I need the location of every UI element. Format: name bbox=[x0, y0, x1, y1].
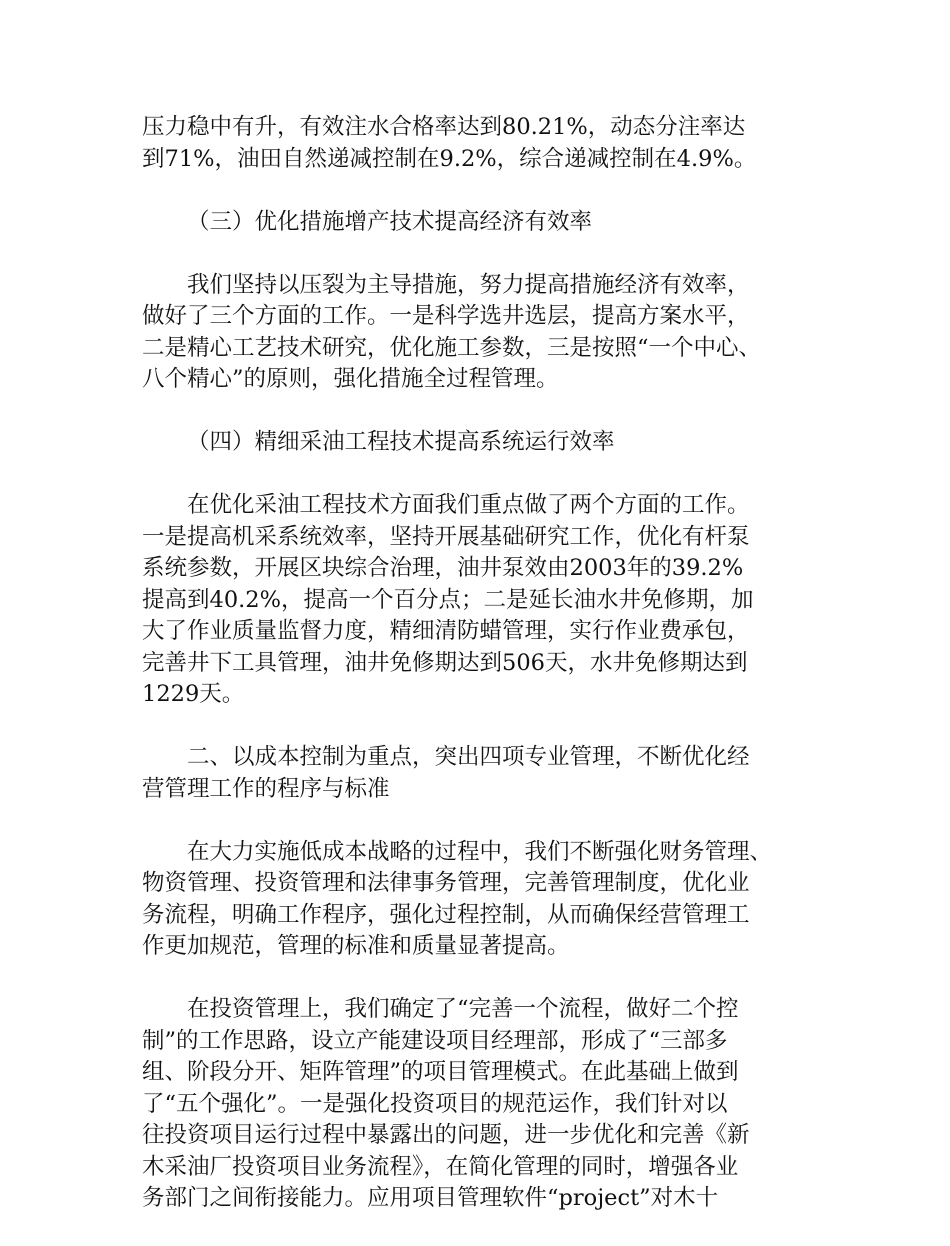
text-line: 提高到40.2%，提高一个百分点；二是延长油水井免修期，加 bbox=[142, 586, 754, 613]
text-line: 了“五个强化”。一是强化投资项目的规范运作，我们针对以 bbox=[142, 1090, 728, 1117]
text-line: 1229天。 bbox=[142, 681, 245, 707]
text-line: 作更加规范，管理的标准和质量显著提高。 bbox=[142, 933, 570, 959]
text-line: 八个精心”的原则，强化措施全过程管理。 bbox=[142, 366, 559, 392]
text-line: 系统参数，开展区块综合治理，油井泵效由2003年的39.2% bbox=[142, 555, 744, 581]
text-line: 压力稳中有升，有效注水合格率达到80.21%，动态分注率达 bbox=[142, 114, 746, 140]
section-heading-2 bbox=[142, 742, 832, 805]
text-line: 一是提高机采系统效率，坚持开展基础研究工作，优化有杆泵 bbox=[142, 523, 750, 550]
section-heading-4 bbox=[142, 427, 832, 459]
text-line: （四）精细采油工程技术提高系统运行效率 bbox=[187, 429, 615, 455]
text-line: 务流程，明确工作程序，强化过程控制，从而确保经营管理工 bbox=[142, 901, 750, 928]
section-heading-3 bbox=[142, 207, 832, 239]
text-line: 二是精心工艺技术研究，优化施工参数，三是按照“一个中心、 bbox=[142, 334, 762, 361]
text-line: 组、阶段分开、矩阵管理”的项目管理模式。在此基础上做到 bbox=[142, 1059, 739, 1085]
paragraph-fracturing-measures bbox=[142, 270, 832, 396]
paragraph-oil-production-engineering bbox=[142, 490, 832, 711]
text-line: 我们坚持以压裂为主导措施，努力提高措施经济有效率， bbox=[187, 271, 750, 298]
document-body bbox=[142, 112, 832, 1246]
text-line: 二、以成本控制为重点，突出四项专业管理，不断优化经 bbox=[187, 744, 750, 770]
text-line: 往投资项目运行过程中暴露出的问题，进一步优化和完善《新 bbox=[142, 1122, 750, 1148]
text-line: 制”的工作思路，设立产能建设项目经理部，形成了“三部多 bbox=[142, 1027, 728, 1054]
text-line: 木采油厂投资项目业务流程》，在简化管理的同时，增强各业 bbox=[142, 1153, 739, 1180]
text-line: 到71%，油田自然递减控制在9.2%，综合递减控制在4.9%。 bbox=[142, 145, 757, 172]
text-line: 在投资管理上，我们确定了“完善一个流程，做好二个控 bbox=[187, 996, 739, 1022]
text-line: 大了作业质量监督力度，精细清防蜡管理，实行作业费承包， bbox=[142, 618, 750, 644]
text-line: 在优化采油工程技术方面我们重点做了两个方面的工作。 bbox=[187, 492, 750, 518]
text-line: 做好了三个方面的工作。一是科学选井选层，提高方案水平， bbox=[142, 303, 750, 329]
paragraph-water-injection-rates bbox=[142, 112, 832, 175]
text-line: （三）优化措施增产技术提高经济有效率 bbox=[187, 208, 593, 235]
paragraph-low-cost-strategy bbox=[142, 837, 832, 963]
text-line: 务部门之间衔接能力。应用项目管理软件“project”对木十 bbox=[142, 1185, 719, 1211]
text-line: 物资管理、投资管理和法律事务管理，完善管理制度，优化业 bbox=[142, 870, 750, 896]
text-line: 完善井下工具管理，油井免修期达到506天，水井免修期达到 bbox=[142, 649, 748, 676]
text-line: 在大力实施低成本战略的过程中，我们不断强化财务管理、 bbox=[187, 838, 773, 865]
text-line: 营管理工作的程序与标准 bbox=[142, 775, 390, 802]
paragraph-investment-management bbox=[142, 994, 832, 1215]
